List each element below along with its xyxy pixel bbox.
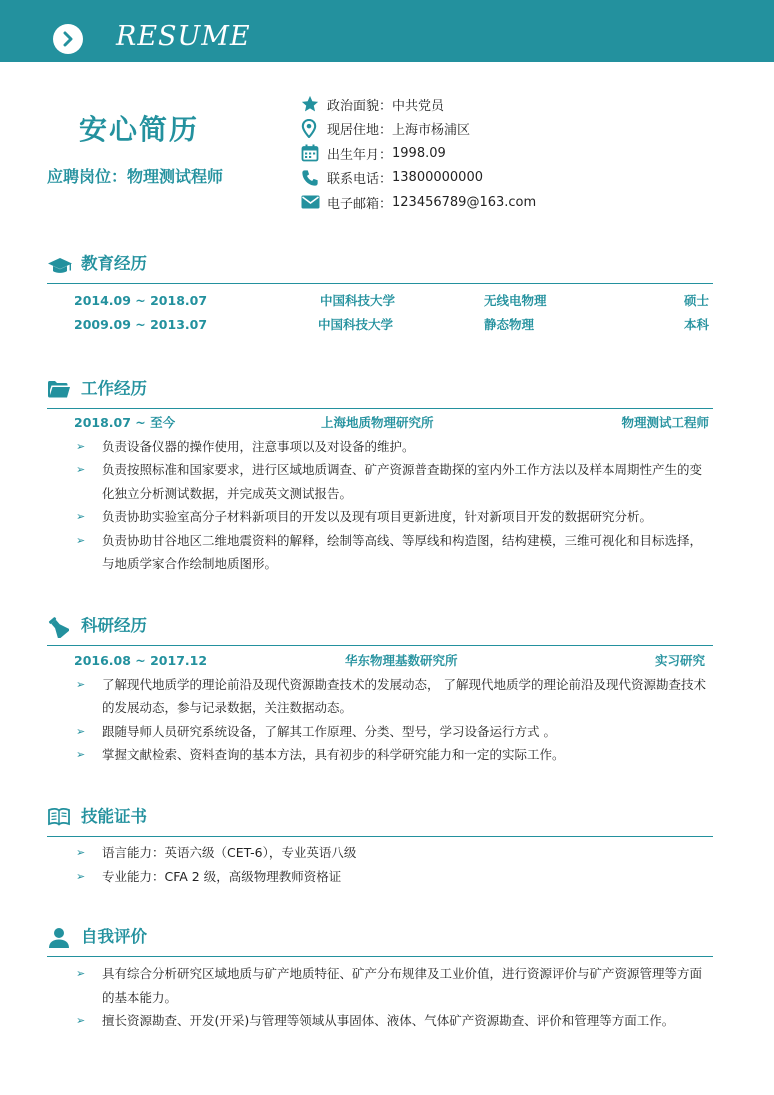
book-icon	[47, 807, 71, 831]
arrow-bullet-icon: ➢	[76, 748, 86, 761]
section-title: 工作经历	[81, 379, 147, 398]
skills-bullets	[47, 841, 713, 888]
research-section	[47, 612, 713, 767]
work-section	[47, 375, 713, 576]
research-bullets	[47, 673, 713, 767]
arrow-bullet-icon: ➢	[76, 967, 86, 980]
list-item: ➢ 擅长资源勘查、开发(开采)与管理等领域从事固体、液体、气体矿产资源勘查、评价和管理等方面工作。	[47, 1009, 713, 1033]
list-item: ➢ 语言能力：英语六级（CET-6），专业英语八级	[47, 841, 713, 865]
arrow-bullet-icon: ➢	[76, 869, 86, 883]
info-row-political: 政治面貌： 中共党员	[301, 92, 621, 117]
section-title: 科研经历	[81, 616, 147, 635]
arrow-bullet-icon: ➢	[76, 439, 86, 453]
work-header-row: 2018.07 ~ 至今 上海地质物理研究所 物理测试工程师	[74, 415, 709, 430]
applied-position	[47, 165, 223, 189]
envelope-icon	[301, 195, 327, 209]
arrow-bullet-icon: ➢	[76, 463, 86, 476]
list-item: ➢ 具有综合分析研究区域地质与矿产地质特征、矿产分布规律及工业价值，进行资源评价与矿产资源管理等方面的基本能力。	[47, 962, 713, 1009]
section-title: 教育经历	[81, 254, 147, 273]
list-item: ➢ 负责协助实验室高分子材料新项目的开发以及现有项目更新进度，针对新项目开发的数据研究分析。	[47, 505, 713, 529]
list-item: ➢ 负责设备仪器的操作使用，注意事项以及对设备的维护。	[47, 435, 713, 459]
list-item: ➢ 负责按照标准和国家要求，进行区域地质调查、矿产资源普查勘探的室内外工作方法以及样本周期性产生的变化独立分析测试数据，并完成英文测试报告。	[47, 458, 713, 505]
education-section	[47, 250, 713, 336]
list-item: ➢ 跟随导师人员研究系统设备，了解其工作原理、分类、型号，学习设备运行方式 。	[47, 720, 713, 744]
banner-title: RESUME	[116, 21, 251, 52]
phone-icon	[301, 169, 327, 187]
graduation-cap-icon	[47, 254, 73, 280]
section-header	[47, 923, 713, 957]
section-header	[47, 803, 713, 837]
arrow-bullet-icon: ➢	[76, 677, 86, 691]
section-title: 自我评价	[81, 927, 147, 946]
info-row-email: 电子邮箱： 123456789@163.com	[301, 190, 621, 215]
location-pin-icon	[301, 119, 327, 138]
arrow-bullet-icon: ➢	[76, 533, 86, 547]
self-evaluation-section	[47, 923, 713, 1033]
star-icon	[301, 95, 327, 113]
arrow-bullet-icon: ➢	[76, 724, 86, 738]
arrow-bullet-icon: ➢	[76, 510, 86, 523]
personal-info	[301, 92, 621, 215]
self-evaluation-bullets	[47, 962, 713, 1033]
section-title: 技能证书	[81, 807, 147, 826]
info-row-birth: 出生年月： 1998.09	[301, 141, 621, 166]
work-bullets	[47, 435, 713, 576]
arrow-bullet-icon: ➢	[76, 846, 86, 859]
calendar-icon	[301, 144, 327, 162]
section-header	[47, 375, 713, 409]
research-header-row: 2016.08 ~ 2017.12 华东物理基数研究所 实习研究	[74, 653, 705, 668]
candidate-name: 安心简历	[79, 113, 200, 146]
education-row: 2014.09 ~ 2018.07 中国科技大学 无线电物理 硕士	[74, 293, 709, 308]
chevron-right-icon	[53, 24, 83, 54]
education-row: 2009.09 ~ 2013.07 中国科技大学 静态物理 本科	[74, 316, 709, 332]
person-icon	[47, 927, 71, 953]
folder-icon	[47, 379, 71, 403]
info-row-phone: 联系电话： 13800000000	[301, 166, 621, 191]
list-item: ➢ 负责协助甘谷地区二维地震资料的解释，绘制等高线、等厚线和构造图，结构建模，三维可视化和目标选择，与地质学家合作绘制地质图形。	[47, 529, 713, 576]
info-row-residence: 现居住地： 上海市杨浦区	[301, 117, 621, 142]
arrow-bullet-icon: ➢	[76, 1014, 86, 1027]
apply-label: 应聘岗位：	[47, 167, 128, 186]
apply-position: 物理测试程师	[127, 167, 224, 186]
resume-banner	[0, 0, 774, 62]
flask-icon	[47, 616, 69, 642]
skills-section	[47, 803, 713, 888]
section-header	[47, 612, 713, 646]
list-item: ➢ 掌握文献检索、资料查询的基本方法，具有初步的科学研究能力和一定的实际工作。	[47, 743, 713, 767]
list-item: ➢ 专业能力：CFA 2 级，高级物理教师资格证	[47, 865, 713, 889]
section-header	[47, 250, 713, 284]
list-item: ➢ 了解现代地质学的理论前沿及现代资源勘查技术的发展动态， 了解现代地质学的理论前沿及现代资源勘查技术的发展动态，参与记录数据，关注数据动态。	[47, 673, 713, 720]
